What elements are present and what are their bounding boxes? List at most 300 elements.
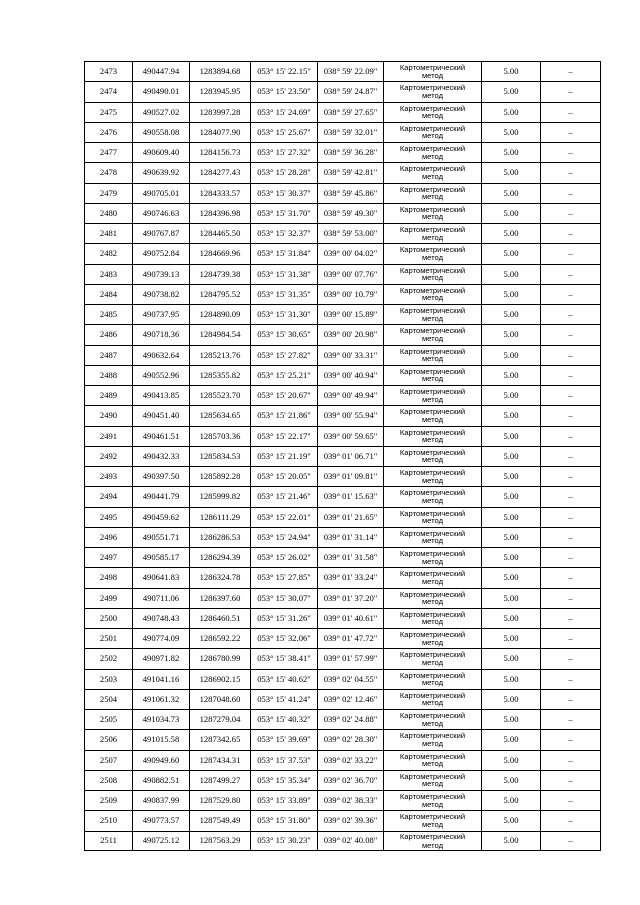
method-line-1: Картометрический (399, 831, 466, 841)
point-number-cell: 2496 (85, 527, 133, 547)
y-coordinate-cell: 1286111.29 (190, 507, 251, 527)
x-coordinate-cell: 490949.60 (133, 750, 190, 770)
y-coordinate-cell: 1287549.49 (190, 811, 251, 831)
longitude-cell: 038° 59' 42.81" (318, 163, 384, 183)
y-coordinate-cell: 1285703.36 (190, 426, 251, 446)
latitude-cell: 053° 15' 31.26" (251, 608, 318, 628)
accuracy-cell: 5.00 (482, 406, 541, 426)
x-coordinate-cell: 490882.51 (133, 770, 190, 790)
accuracy-cell: 5.00 (482, 507, 541, 527)
method-line-2: метод (421, 151, 444, 161)
latitude-cell: 053° 15' 20.67" (251, 386, 318, 406)
method-line-1: Картометрический (399, 83, 466, 93)
method-cell (384, 608, 482, 628)
longitude-cell: 039° 00' 10.79" (318, 284, 384, 304)
table-row (85, 507, 601, 527)
method-line-2: метод (421, 516, 444, 526)
latitude-cell: 053° 15' 30.07" (251, 588, 318, 608)
latitude-cell: 053° 15' 22.15" (251, 62, 318, 82)
y-coordinate-cell: 1284156.73 (190, 143, 251, 163)
longitude-cell: 039° 01' 37.20" (318, 588, 384, 608)
method-line-2: метод (421, 637, 444, 647)
y-coordinate-cell: 1286902.15 (190, 669, 251, 689)
method-line-2: метод (421, 354, 444, 364)
x-coordinate-cell: 490738.82 (133, 284, 190, 304)
y-coordinate-cell: 1284465.50 (190, 224, 251, 244)
extra-cell: – (541, 730, 601, 750)
extra-cell: – (541, 527, 601, 547)
latitude-cell: 053° 15' 24.94" (251, 527, 318, 547)
method-line-1: Картометрический (399, 265, 466, 275)
method-line-2: метод (421, 252, 444, 262)
coordinates-table (84, 61, 601, 851)
extra-cell: – (541, 446, 601, 466)
x-coordinate-cell: 490773.57 (133, 811, 190, 831)
point-number-cell: 2480 (85, 203, 133, 223)
x-coordinate-cell: 490632.64 (133, 345, 190, 365)
accuracy-cell: 5.00 (482, 183, 541, 203)
longitude-cell: 039° 00' 33.31" (318, 345, 384, 365)
longitude-cell: 039° 02' 38.33" (318, 791, 384, 811)
method-line-1: Картометрический (399, 326, 466, 336)
extra-cell: – (541, 649, 601, 669)
point-number-cell: 2511 (85, 831, 133, 850)
method-line-1: Картометрический (399, 245, 466, 255)
method-line-2: метод (421, 495, 444, 505)
extra-cell: – (541, 224, 601, 244)
method-cell (384, 831, 482, 850)
latitude-cell: 053° 15' 31.84" (251, 244, 318, 264)
y-coordinate-cell: 1286592.22 (190, 629, 251, 649)
x-coordinate-cell: 490490.01 (133, 82, 190, 102)
x-coordinate-cell: 490459.62 (133, 507, 190, 527)
point-number-cell: 2481 (85, 224, 133, 244)
latitude-cell: 053° 15' 30.37" (251, 183, 318, 203)
accuracy-cell: 5.00 (482, 82, 541, 102)
x-coordinate-cell: 490558.08 (133, 122, 190, 142)
method-cell (384, 82, 482, 102)
extra-cell: – (541, 386, 601, 406)
table-row (85, 750, 601, 770)
x-coordinate-cell: 490552.96 (133, 365, 190, 385)
point-number-cell: 2491 (85, 426, 133, 446)
latitude-cell: 053° 15' 27.82" (251, 345, 318, 365)
point-number-cell: 2484 (85, 284, 133, 304)
point-number-cell: 2500 (85, 608, 133, 628)
point-number-cell: 2479 (85, 183, 133, 203)
table-row (85, 588, 601, 608)
longitude-cell: 039° 02' 04.55" (318, 669, 384, 689)
longitude-cell: 039° 00' 04.02" (318, 244, 384, 264)
method-cell (384, 224, 482, 244)
point-number-cell: 2510 (85, 811, 133, 831)
table-row (85, 406, 601, 426)
longitude-cell: 039° 01' 31.14" (318, 527, 384, 547)
longitude-cell: 039° 00' 55.94" (318, 406, 384, 426)
method-line-1: Картометрический (399, 650, 466, 660)
longitude-cell: 038° 59' 32.01" (318, 122, 384, 142)
table-row (85, 325, 601, 345)
y-coordinate-cell: 1286286.53 (190, 527, 251, 547)
x-coordinate-cell: 490447.94 (133, 62, 190, 82)
method-line-1: Картометрический (399, 690, 466, 700)
point-number-cell: 2508 (85, 770, 133, 790)
accuracy-cell: 5.00 (482, 244, 541, 264)
point-number-cell: 2486 (85, 325, 133, 345)
accuracy-cell: 5.00 (482, 203, 541, 223)
method-line-1: Картометрический (399, 528, 466, 538)
method-cell (384, 244, 482, 264)
table-row (85, 284, 601, 304)
longitude-cell: 039° 01' 33.24" (318, 568, 384, 588)
extra-cell: – (541, 365, 601, 385)
y-coordinate-cell: 1284984.54 (190, 325, 251, 345)
table-row (85, 143, 601, 163)
method-line-2: метод (421, 799, 444, 809)
accuracy-cell: 5.00 (482, 305, 541, 325)
longitude-cell: 039° 01' 21.65" (318, 507, 384, 527)
longitude-cell: 039° 00' 49.94" (318, 386, 384, 406)
latitude-cell: 053° 15' 30.23" (251, 831, 318, 850)
latitude-cell: 053° 15' 37.53" (251, 750, 318, 770)
method-line-2: метод (421, 212, 444, 222)
x-coordinate-cell: 490441.79 (133, 487, 190, 507)
method-line-2: метод (421, 131, 444, 141)
point-number-cell: 2475 (85, 102, 133, 122)
table-row (85, 345, 601, 365)
point-number-cell: 2476 (85, 122, 133, 142)
x-coordinate-cell: 491041.16 (133, 669, 190, 689)
accuracy-cell: 5.00 (482, 629, 541, 649)
y-coordinate-cell: 1286294.39 (190, 548, 251, 568)
method-line-1: Картометрический (399, 670, 466, 680)
method-line-2: метод (421, 657, 444, 667)
y-coordinate-cell: 1285892.28 (190, 467, 251, 487)
method-line-1: Картометрический (399, 447, 466, 457)
table-row (85, 730, 601, 750)
accuracy-cell: 5.00 (482, 284, 541, 304)
point-number-cell: 2493 (85, 467, 133, 487)
longitude-cell: 039° 00' 20.98" (318, 325, 384, 345)
method-line-2: метод (421, 394, 444, 404)
x-coordinate-cell: 490551.71 (133, 527, 190, 547)
accuracy-cell: 5.00 (482, 710, 541, 730)
table-row (85, 305, 601, 325)
y-coordinate-cell: 1286460.51 (190, 608, 251, 628)
method-cell (384, 183, 482, 203)
extra-cell: – (541, 629, 601, 649)
y-coordinate-cell: 1284277.43 (190, 163, 251, 183)
extra-cell: – (541, 548, 601, 568)
extra-cell: – (541, 588, 601, 608)
method-cell (384, 629, 482, 649)
longitude-cell: 038° 59' 53.00" (318, 224, 384, 244)
latitude-cell: 053° 15' 25.67" (251, 122, 318, 142)
table-row (85, 446, 601, 466)
extra-cell: – (541, 305, 601, 325)
method-line-2: метод (421, 617, 444, 627)
extra-cell: – (541, 122, 601, 142)
method-cell (384, 345, 482, 365)
method-cell (384, 770, 482, 790)
table-row (85, 608, 601, 628)
y-coordinate-cell: 1287279.04 (190, 710, 251, 730)
extra-cell: – (541, 811, 601, 831)
x-coordinate-cell: 490718.36 (133, 325, 190, 345)
y-coordinate-cell: 1284795.52 (190, 284, 251, 304)
method-cell (384, 446, 482, 466)
y-coordinate-cell: 1287529.80 (190, 791, 251, 811)
latitude-cell: 053° 15' 22.17" (251, 426, 318, 446)
method-line-1: Картометрический (399, 468, 466, 478)
accuracy-cell: 5.00 (482, 527, 541, 547)
accuracy-cell: 5.00 (482, 224, 541, 244)
extra-cell: – (541, 487, 601, 507)
extra-cell: – (541, 244, 601, 264)
table-row (85, 548, 601, 568)
point-number-cell: 2503 (85, 669, 133, 689)
method-cell (384, 527, 482, 547)
method-line-2: метод (421, 293, 444, 303)
accuracy-cell: 5.00 (482, 325, 541, 345)
table-row (85, 467, 601, 487)
method-line-1: Картометрический (399, 103, 466, 113)
x-coordinate-cell: 490752.84 (133, 244, 190, 264)
longitude-cell: 039° 02' 40.08" (318, 831, 384, 850)
point-number-cell: 2504 (85, 689, 133, 709)
table-row (85, 163, 601, 183)
accuracy-cell: 5.00 (482, 669, 541, 689)
extra-cell: – (541, 669, 601, 689)
method-line-2: метод (421, 414, 444, 424)
method-line-1: Картометрический (399, 225, 466, 235)
point-number-cell: 2489 (85, 386, 133, 406)
latitude-cell: 053° 15' 31.35" (251, 284, 318, 304)
table-row (85, 102, 601, 122)
longitude-cell: 039° 01' 09.81" (318, 467, 384, 487)
method-line-1: Картометрический (399, 549, 466, 559)
point-number-cell: 2507 (85, 750, 133, 770)
longitude-cell: 039° 01' 06.71" (318, 446, 384, 466)
latitude-cell: 053° 15' 22.01" (251, 507, 318, 527)
y-coordinate-cell: 1284333.57 (190, 183, 251, 203)
extra-cell: – (541, 750, 601, 770)
x-coordinate-cell: 490432.33 (133, 446, 190, 466)
accuracy-cell: 5.00 (482, 608, 541, 628)
method-line-2: метод (421, 759, 444, 769)
accuracy-cell: 5.00 (482, 588, 541, 608)
latitude-cell: 053° 15' 41.24" (251, 689, 318, 709)
latitude-cell: 053° 15' 21.46" (251, 487, 318, 507)
method-cell (384, 143, 482, 163)
longitude-cell: 039° 01' 31.58" (318, 548, 384, 568)
latitude-cell: 053° 15' 31.38" (251, 264, 318, 284)
extra-cell: – (541, 143, 601, 163)
y-coordinate-cell: 1286397.60 (190, 588, 251, 608)
accuracy-cell: 5.00 (482, 446, 541, 466)
method-line-2: метод (421, 90, 444, 100)
method-line-1: Картометрический (399, 144, 466, 154)
point-number-cell: 2473 (85, 62, 133, 82)
method-line-1: Картометрический (399, 488, 466, 498)
method-cell (384, 487, 482, 507)
x-coordinate-cell: 490748.43 (133, 608, 190, 628)
extra-cell: – (541, 345, 601, 365)
method-line-1: Картометрический (399, 306, 466, 316)
y-coordinate-cell: 1283997.28 (190, 102, 251, 122)
latitude-cell: 053° 15' 27.85" (251, 568, 318, 588)
y-coordinate-cell: 1287499.27 (190, 770, 251, 790)
table-row (85, 689, 601, 709)
method-cell (384, 548, 482, 568)
method-line-2: метод (421, 475, 444, 485)
x-coordinate-cell: 490705.01 (133, 183, 190, 203)
table-row (85, 527, 601, 547)
method-cell (384, 750, 482, 770)
latitude-cell: 053° 15' 26.02" (251, 548, 318, 568)
latitude-cell: 053° 15' 40.62" (251, 669, 318, 689)
extra-cell: – (541, 689, 601, 709)
method-line-2: метод (421, 171, 444, 181)
x-coordinate-cell: 490585.17 (133, 548, 190, 568)
table-row (85, 831, 601, 850)
accuracy-cell: 5.00 (482, 770, 541, 790)
method-line-1: Картометрический (399, 630, 466, 640)
method-line-1: Картометрический (399, 589, 466, 599)
extra-cell: – (541, 467, 601, 487)
method-cell (384, 163, 482, 183)
table-row (85, 244, 601, 264)
x-coordinate-cell: 491015.58 (133, 730, 190, 750)
extra-cell: – (541, 163, 601, 183)
y-coordinate-cell: 1284669.96 (190, 244, 251, 264)
y-coordinate-cell: 1284890.09 (190, 305, 251, 325)
y-coordinate-cell: 1287434.31 (190, 750, 251, 770)
latitude-cell: 053° 15' 28.28" (251, 163, 318, 183)
x-coordinate-cell: 490837.99 (133, 791, 190, 811)
x-coordinate-cell: 490737.95 (133, 305, 190, 325)
method-line-2: метод (421, 718, 444, 728)
method-line-2: метод (421, 738, 444, 748)
method-line-1: Картометрический (399, 427, 466, 437)
coordinates-sheet (84, 61, 600, 851)
latitude-cell: 053° 15' 24.69" (251, 102, 318, 122)
longitude-cell: 039° 02' 39.36" (318, 811, 384, 831)
table-row (85, 224, 601, 244)
point-number-cell: 2485 (85, 305, 133, 325)
longitude-cell: 038° 59' 22.09" (318, 62, 384, 82)
method-line-2: метод (421, 374, 444, 384)
y-coordinate-cell: 1287342.65 (190, 730, 251, 750)
method-line-2: метод (421, 111, 444, 121)
extra-cell: – (541, 608, 601, 628)
method-cell (384, 811, 482, 831)
accuracy-cell: 5.00 (482, 163, 541, 183)
latitude-cell: 053° 15' 27.32" (251, 143, 318, 163)
point-number-cell: 2488 (85, 365, 133, 385)
latitude-cell: 053° 15' 33.89" (251, 791, 318, 811)
method-line-2: метод (421, 678, 444, 688)
table-row (85, 649, 601, 669)
accuracy-cell: 5.00 (482, 143, 541, 163)
method-cell (384, 710, 482, 730)
y-coordinate-cell: 1285834.53 (190, 446, 251, 466)
accuracy-cell: 5.00 (482, 102, 541, 122)
method-line-1: Картометрический (399, 63, 466, 73)
latitude-cell: 053° 15' 21.86" (251, 406, 318, 426)
longitude-cell: 039° 01' 47.72" (318, 629, 384, 649)
longitude-cell: 038° 59' 24.87" (318, 82, 384, 102)
method-cell (384, 325, 482, 345)
table-row (85, 264, 601, 284)
y-coordinate-cell: 1285999.82 (190, 487, 251, 507)
accuracy-cell: 5.00 (482, 811, 541, 831)
table-row (85, 669, 601, 689)
extra-cell: – (541, 62, 601, 82)
extra-cell: – (541, 82, 601, 102)
table-row (85, 386, 601, 406)
method-line-1: Картометрический (399, 346, 466, 356)
method-line-1: Картометрический (399, 204, 466, 214)
method-line-1: Картометрический (399, 164, 466, 174)
point-number-cell: 2509 (85, 791, 133, 811)
method-cell (384, 62, 482, 82)
method-cell (384, 730, 482, 750)
latitude-cell: 053° 15' 32.06" (251, 629, 318, 649)
method-cell (384, 588, 482, 608)
x-coordinate-cell: 491034.73 (133, 710, 190, 730)
method-line-1: Картометрический (399, 711, 466, 721)
extra-cell: – (541, 264, 601, 284)
accuracy-cell: 5.00 (482, 426, 541, 446)
latitude-cell: 053° 15' 23.50" (251, 82, 318, 102)
x-coordinate-cell: 490767.87 (133, 224, 190, 244)
table-row (85, 426, 601, 446)
method-cell (384, 791, 482, 811)
method-line-2: метод (421, 313, 444, 323)
method-line-1: Картометрический (399, 508, 466, 518)
point-number-cell: 2501 (85, 629, 133, 649)
longitude-cell: 038° 59' 27.65" (318, 102, 384, 122)
accuracy-cell: 5.00 (482, 750, 541, 770)
extra-cell: – (541, 791, 601, 811)
method-line-2: метод (421, 698, 444, 708)
method-line-2: метод (421, 840, 444, 850)
x-coordinate-cell: 490711.06 (133, 588, 190, 608)
y-coordinate-cell: 1284739.38 (190, 264, 251, 284)
table-row (85, 62, 601, 82)
extra-cell: – (541, 406, 601, 426)
method-line-1: Картометрический (399, 812, 466, 822)
table-row (85, 629, 601, 649)
method-line-2: метод (421, 232, 444, 242)
longitude-cell: 039° 01' 40.61" (318, 608, 384, 628)
longitude-cell: 039° 02' 33.22" (318, 750, 384, 770)
method-cell (384, 264, 482, 284)
point-number-cell: 2495 (85, 507, 133, 527)
method-cell (384, 649, 482, 669)
longitude-cell: 039° 01' 15.63" (318, 487, 384, 507)
method-cell (384, 386, 482, 406)
accuracy-cell: 5.00 (482, 62, 541, 82)
accuracy-cell: 5.00 (482, 467, 541, 487)
x-coordinate-cell: 490774.09 (133, 629, 190, 649)
extra-cell: – (541, 426, 601, 446)
longitude-cell: 039° 02' 24.88" (318, 710, 384, 730)
extra-cell: – (541, 183, 601, 203)
method-line-1: Картометрический (399, 609, 466, 619)
longitude-cell: 039° 02' 12.46" (318, 689, 384, 709)
